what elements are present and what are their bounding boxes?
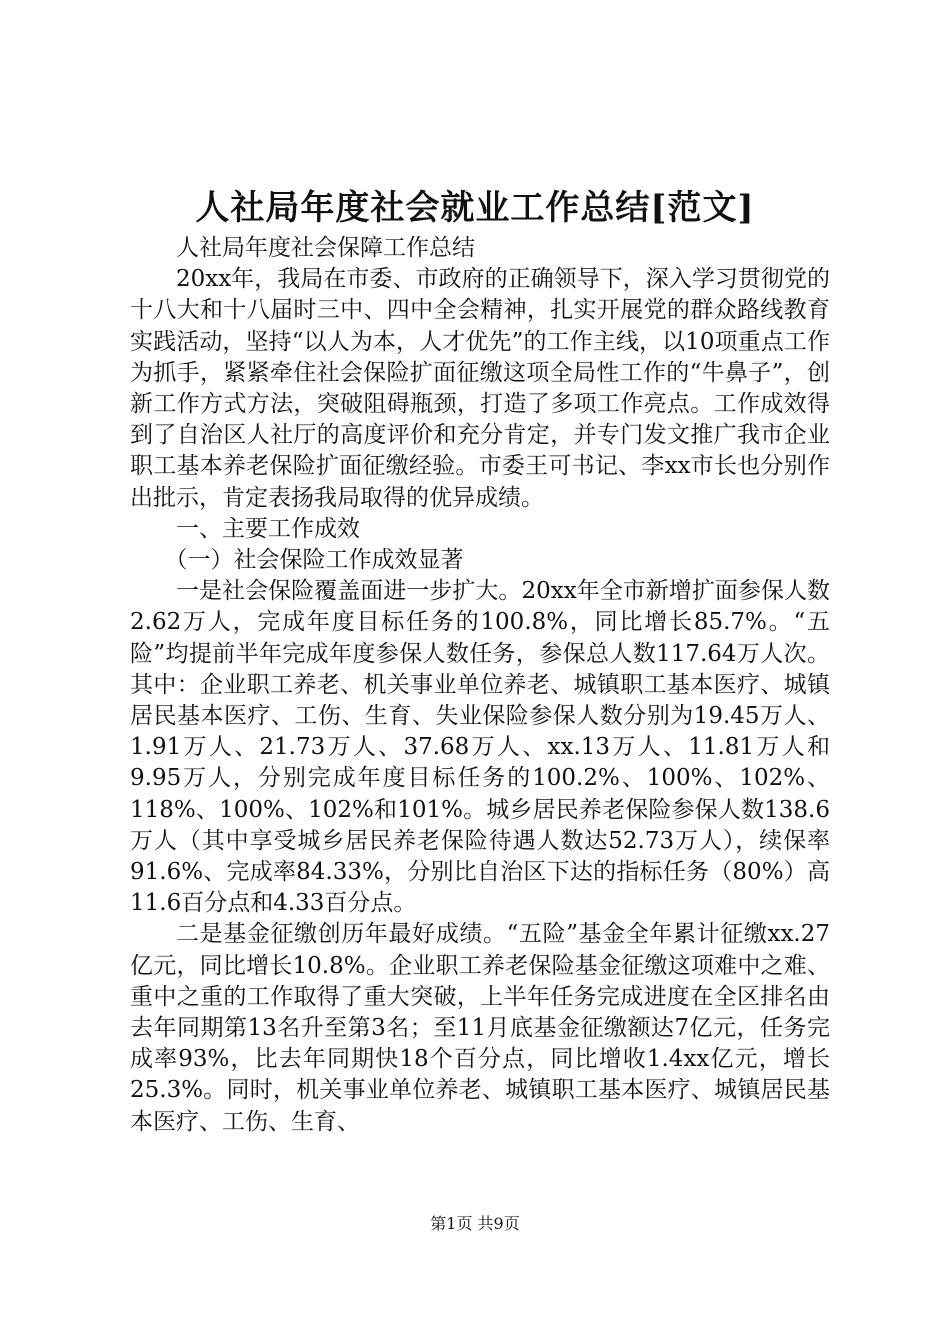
document-subtitle: 人社局年度社会保障工作总结	[176, 235, 475, 261]
section-heading: 一、主要工作成效	[176, 515, 360, 542]
paragraph-coverage: 一是社会保险覆盖面进一步扩大。20xx年全市新增扩面参保人数2.62万人，完成年度目标任务的100.8%，同比增长85.7%。“五险”均提前半年完成年度参保人数任务，参保总人数117.64万人次。其中：企业职工养老、机关事业单位养老、城镇职工基本医疗、城镇居民基本医疗、工伤、生育、失业保险参保人数分别为19.45万人、1.91万人、21.73万人、37.68万人、xx.13万人、11.81万人和9.95万人，分别完成年度目标任务的100.2%、100%、102%、118%、100%、102%和101%。城乡居民养老保险参保人数138.6万人（其中享受城乡居民养老保险待遇人数达52.73万人），续保率91.6%、完成率84.33%，分别比自治区下达的指标任务（80%）高11.6百分点和4.33百分点。	[130, 578, 830, 917]
paragraph-intro: 20xx年，我局在市委、市政府的正确领导下，深入学习贯彻党的十八大和十八届时三中、四中全会精神，扎实开展党的群众路线教育实践活动，坚持“以人为本，人才优先”的工作主线，以10项重点工作为抓手，紧紧牵住社会保险扩面征缴这项全局性工作的“牛鼻子”，创新工作方式方法，突破阻碍瓶颈，打造了多项工作亮点。工作成效得到了自治区人社厅的高度评价和充分肯定，并专门发文推广我市企业职工基本养老保险扩面征缴经验。市委王可书记、李xx市长也分别作出批示，肯定表扬我局取得的优异成绩。	[130, 266, 830, 511]
page-indicator: 第1页 共9页	[430, 1214, 520, 1233]
document-title: 人社局年度社会就业工作总结[范文]	[195, 188, 755, 228]
subsection-heading: （一）社会保险工作成效显著	[164, 547, 464, 574]
document-body	[130, 233, 830, 1138]
paragraph-fund: 二是基金征缴创历年最好成绩。“五险”基金全年累计征缴xx.27亿元，同比增长10.8%。企业职工养老保险基金征缴这项难中之难、重中之重的工作取得了重大突破，上半年任务完成进度在全区排名由去年同期第13名升至第3名；至11月底基金征缴额达7亿元，任务完成率93%，比去年同期快18个百分点，同比增收1.4xx亿元，增长25.3%。同时，机关事业单位养老、城镇职工基本医疗、城镇居民基本医疗、工伤、生育、	[130, 921, 830, 1135]
